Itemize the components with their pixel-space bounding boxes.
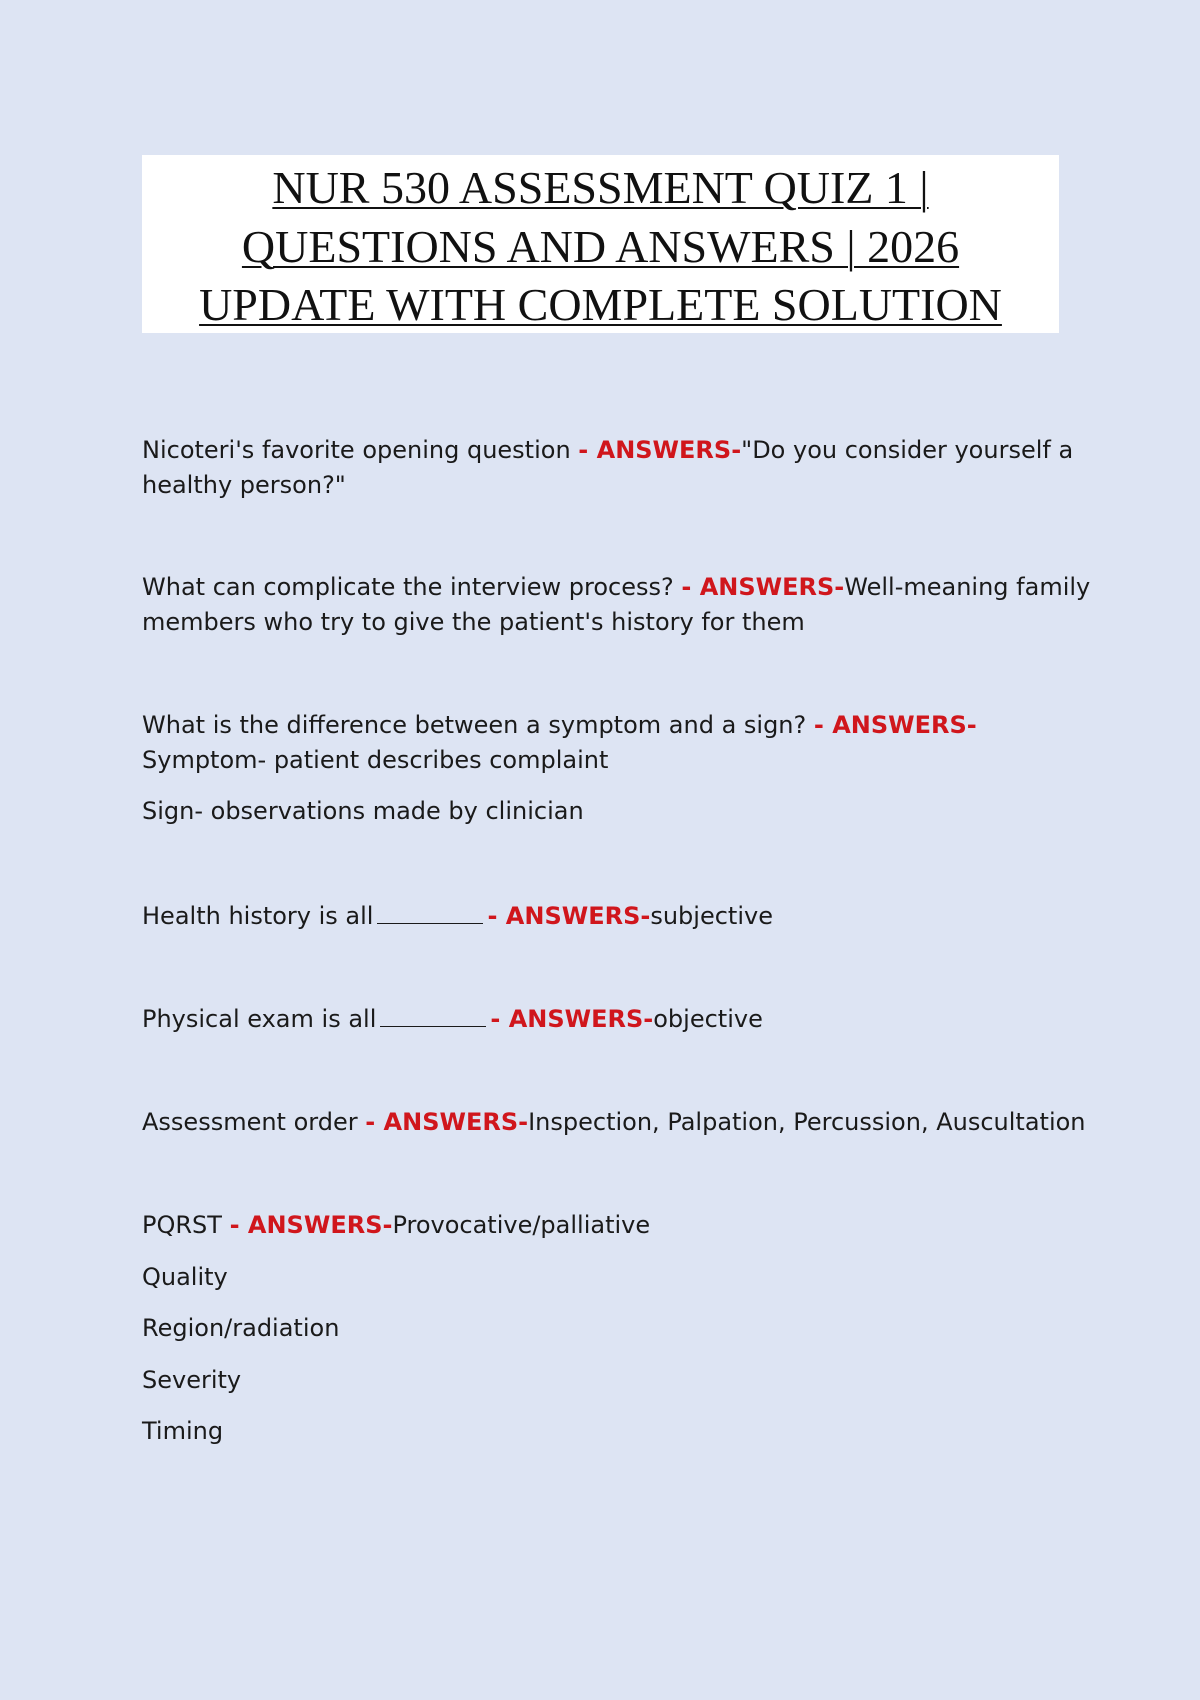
qa-item-physical-exam: [142, 1002, 1062, 1037]
fill-in-blank: [380, 1008, 486, 1027]
title-line-1: NUR 530 ASSESSMENT QUIZ 1 |: [272, 162, 929, 213]
qa-line: [142, 433, 1074, 468]
question-text: Physical exam is all: [142, 1005, 377, 1033]
answer-text: Provocative/palliative: [392, 1211, 651, 1239]
qa-item-assessment-order: [142, 1105, 1086, 1140]
answer-continuation: members who try to give the patient's history for them: [142, 607, 805, 636]
answer-extra-line: Region/radiation: [142, 1314, 340, 1342]
answer-extra-line: Quality: [142, 1262, 228, 1291]
answer-separator: - ANSWERS-: [681, 573, 845, 601]
question-text: Assessment order: [142, 1108, 358, 1136]
answer-separator: - ANSWERS-: [229, 1211, 393, 1239]
fill-in-blank: [377, 905, 483, 924]
question-text: What can complicate the interview process?: [142, 573, 674, 601]
answer-separator: - ANSWERS-: [487, 902, 651, 930]
qa-line: [142, 570, 1091, 605]
qa-line: [142, 1002, 1062, 1037]
answer-text: objective: [653, 1005, 763, 1033]
answer-text: "Do you consider yourself a: [741, 436, 1074, 464]
title-line-3: UPDATE WITH COMPLETE SOLUTION: [199, 279, 1002, 330]
qa-line: [142, 708, 1062, 743]
qa-line: [142, 1208, 1062, 1243]
qa-item-opening-question: [142, 433, 1074, 502]
question-text: Nicoteri's favorite opening question: [142, 436, 571, 464]
qa-item-pqrst: [142, 1208, 1062, 1449]
question-text: What is the difference between a symptom and a sign?: [142, 711, 807, 739]
answer-extra-line: Timing: [142, 1417, 224, 1445]
title-box: [142, 155, 1059, 333]
answer-continuation: healthy person?": [142, 470, 346, 499]
answer-extra-line: Severity: [142, 1365, 242, 1394]
qa-line: [142, 1105, 1086, 1140]
title-line-2: QUESTIONS AND ANSWERS | 2026: [241, 220, 960, 272]
question-text: PQRST: [142, 1211, 222, 1239]
answer-separator: - ANSWERS-: [365, 1108, 529, 1136]
qa-line: [142, 899, 1062, 934]
qa-item-interview-complication: [142, 570, 1091, 639]
answer-text: Well-meaning family: [844, 573, 1091, 601]
answer-separator: - ANSWERS-: [578, 436, 742, 464]
question-text: Health history is all: [142, 902, 374, 930]
answer-text: Inspection, Palpation, Percussion, Auscultation: [528, 1108, 1086, 1136]
qa-item-symptom-vs-sign: [142, 708, 1062, 829]
qa-item-health-history: [142, 899, 1062, 934]
answer-text: subjective: [650, 902, 773, 930]
answer-text: Symptom- patient describes complaint: [142, 745, 609, 774]
answer-separator: - ANSWERS-: [813, 711, 977, 739]
answer-separator: - ANSWERS-: [490, 1005, 654, 1033]
answer-extra-line: Sign- observations made by clinician: [142, 797, 584, 825]
